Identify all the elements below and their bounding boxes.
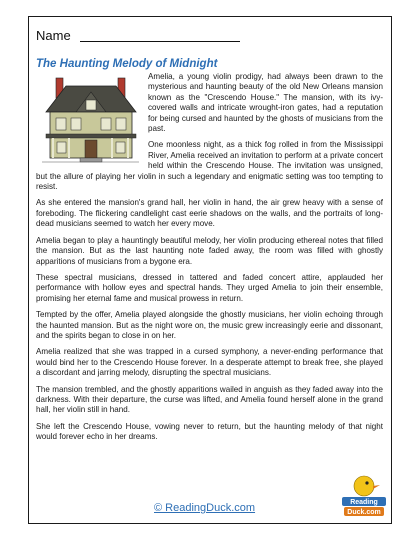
reading-duck-logo xyxy=(338,470,390,518)
story-paragraph: Amelia began to play a hauntingly beautiful melody, her violin producing ethereal notes that filled the mansion. But as the last haunting note faded away, the room was filled with ghostly apparitions of musicians from a bygone era. xyxy=(36,235,383,266)
story-paragraph: Tempted by the offer, Amelia played alongside the ghostly musicians, her violin echoing through the haunted mansion. But as the night wore on, the music grew increasingly eerie and dissonant, and the spirits began to close in on her. xyxy=(36,310,383,340)
story-title: The Haunting Melody of Midnight xyxy=(36,58,218,70)
name-field-line[interactable] xyxy=(80,41,240,42)
story-paragraph: These spectral musicians, dressed in tattered and faded concert attire, applauded her performance with hollow eyes and spectral hands. They urged Amelia to join their ensemble, promising her eternal fame and musical prowess in return. xyxy=(36,272,383,303)
story-paragraph: One moonless night, as a thick fog rolled in from the Mississippi River, Amelia received an invitation to perform at a private concert held within the Crescendo House. The invitation was unsigned, but the allure of playing her violin in such a legendary and enigmatic setting was too tempting to resist. xyxy=(36,140,383,192)
story-paragraph: The mansion trembled, and the ghostly apparitions wailed in anguish as they faded away into the darkness. With their departure, the curse was lifted, and Amelia found herself alone in the grand hall, her violin still in hand. xyxy=(36,384,383,415)
house-illustration xyxy=(38,72,143,166)
logo-text-reading: Reading xyxy=(350,499,378,506)
logo-text-duck: Duck.com xyxy=(347,509,381,516)
story-paragraph: She left the Crescendo House, vowing never to return, but the haunting melody of that night would forever echo in her dreams. xyxy=(36,421,383,442)
story-paragraph: Amelia realized that she was trapped in a cursed symphony, a never-ending performance that would bind her to the Crescendo House forever. In a desperate attempt to break free, she played a discordant and jarring melody, disrupting the spectral musicians. xyxy=(36,347,383,378)
name-label: Name xyxy=(36,28,71,43)
copyright-link[interactable]: © ReadingDuck.com xyxy=(154,502,256,514)
story-paragraph: Amelia, a young violin prodigy, had always been drawn to the mysterious and haunting beauty of the old New Orleans mansion known as the "Crescendo House." The mansion, with its ivy-covered walls and intricate wrought-iron gates, had a reputation for being cursed and haunted by the ghosts of musicians from the past. xyxy=(148,72,383,134)
story-paragraph: As she entered the mansion's grand hall, her violin in hand, the air grew heavy with a sense of foreboding. The flickering candlelight cast eerie shadows on the walls, and the portraits of long-dead musicians seemed to watch her every move. xyxy=(36,198,383,229)
